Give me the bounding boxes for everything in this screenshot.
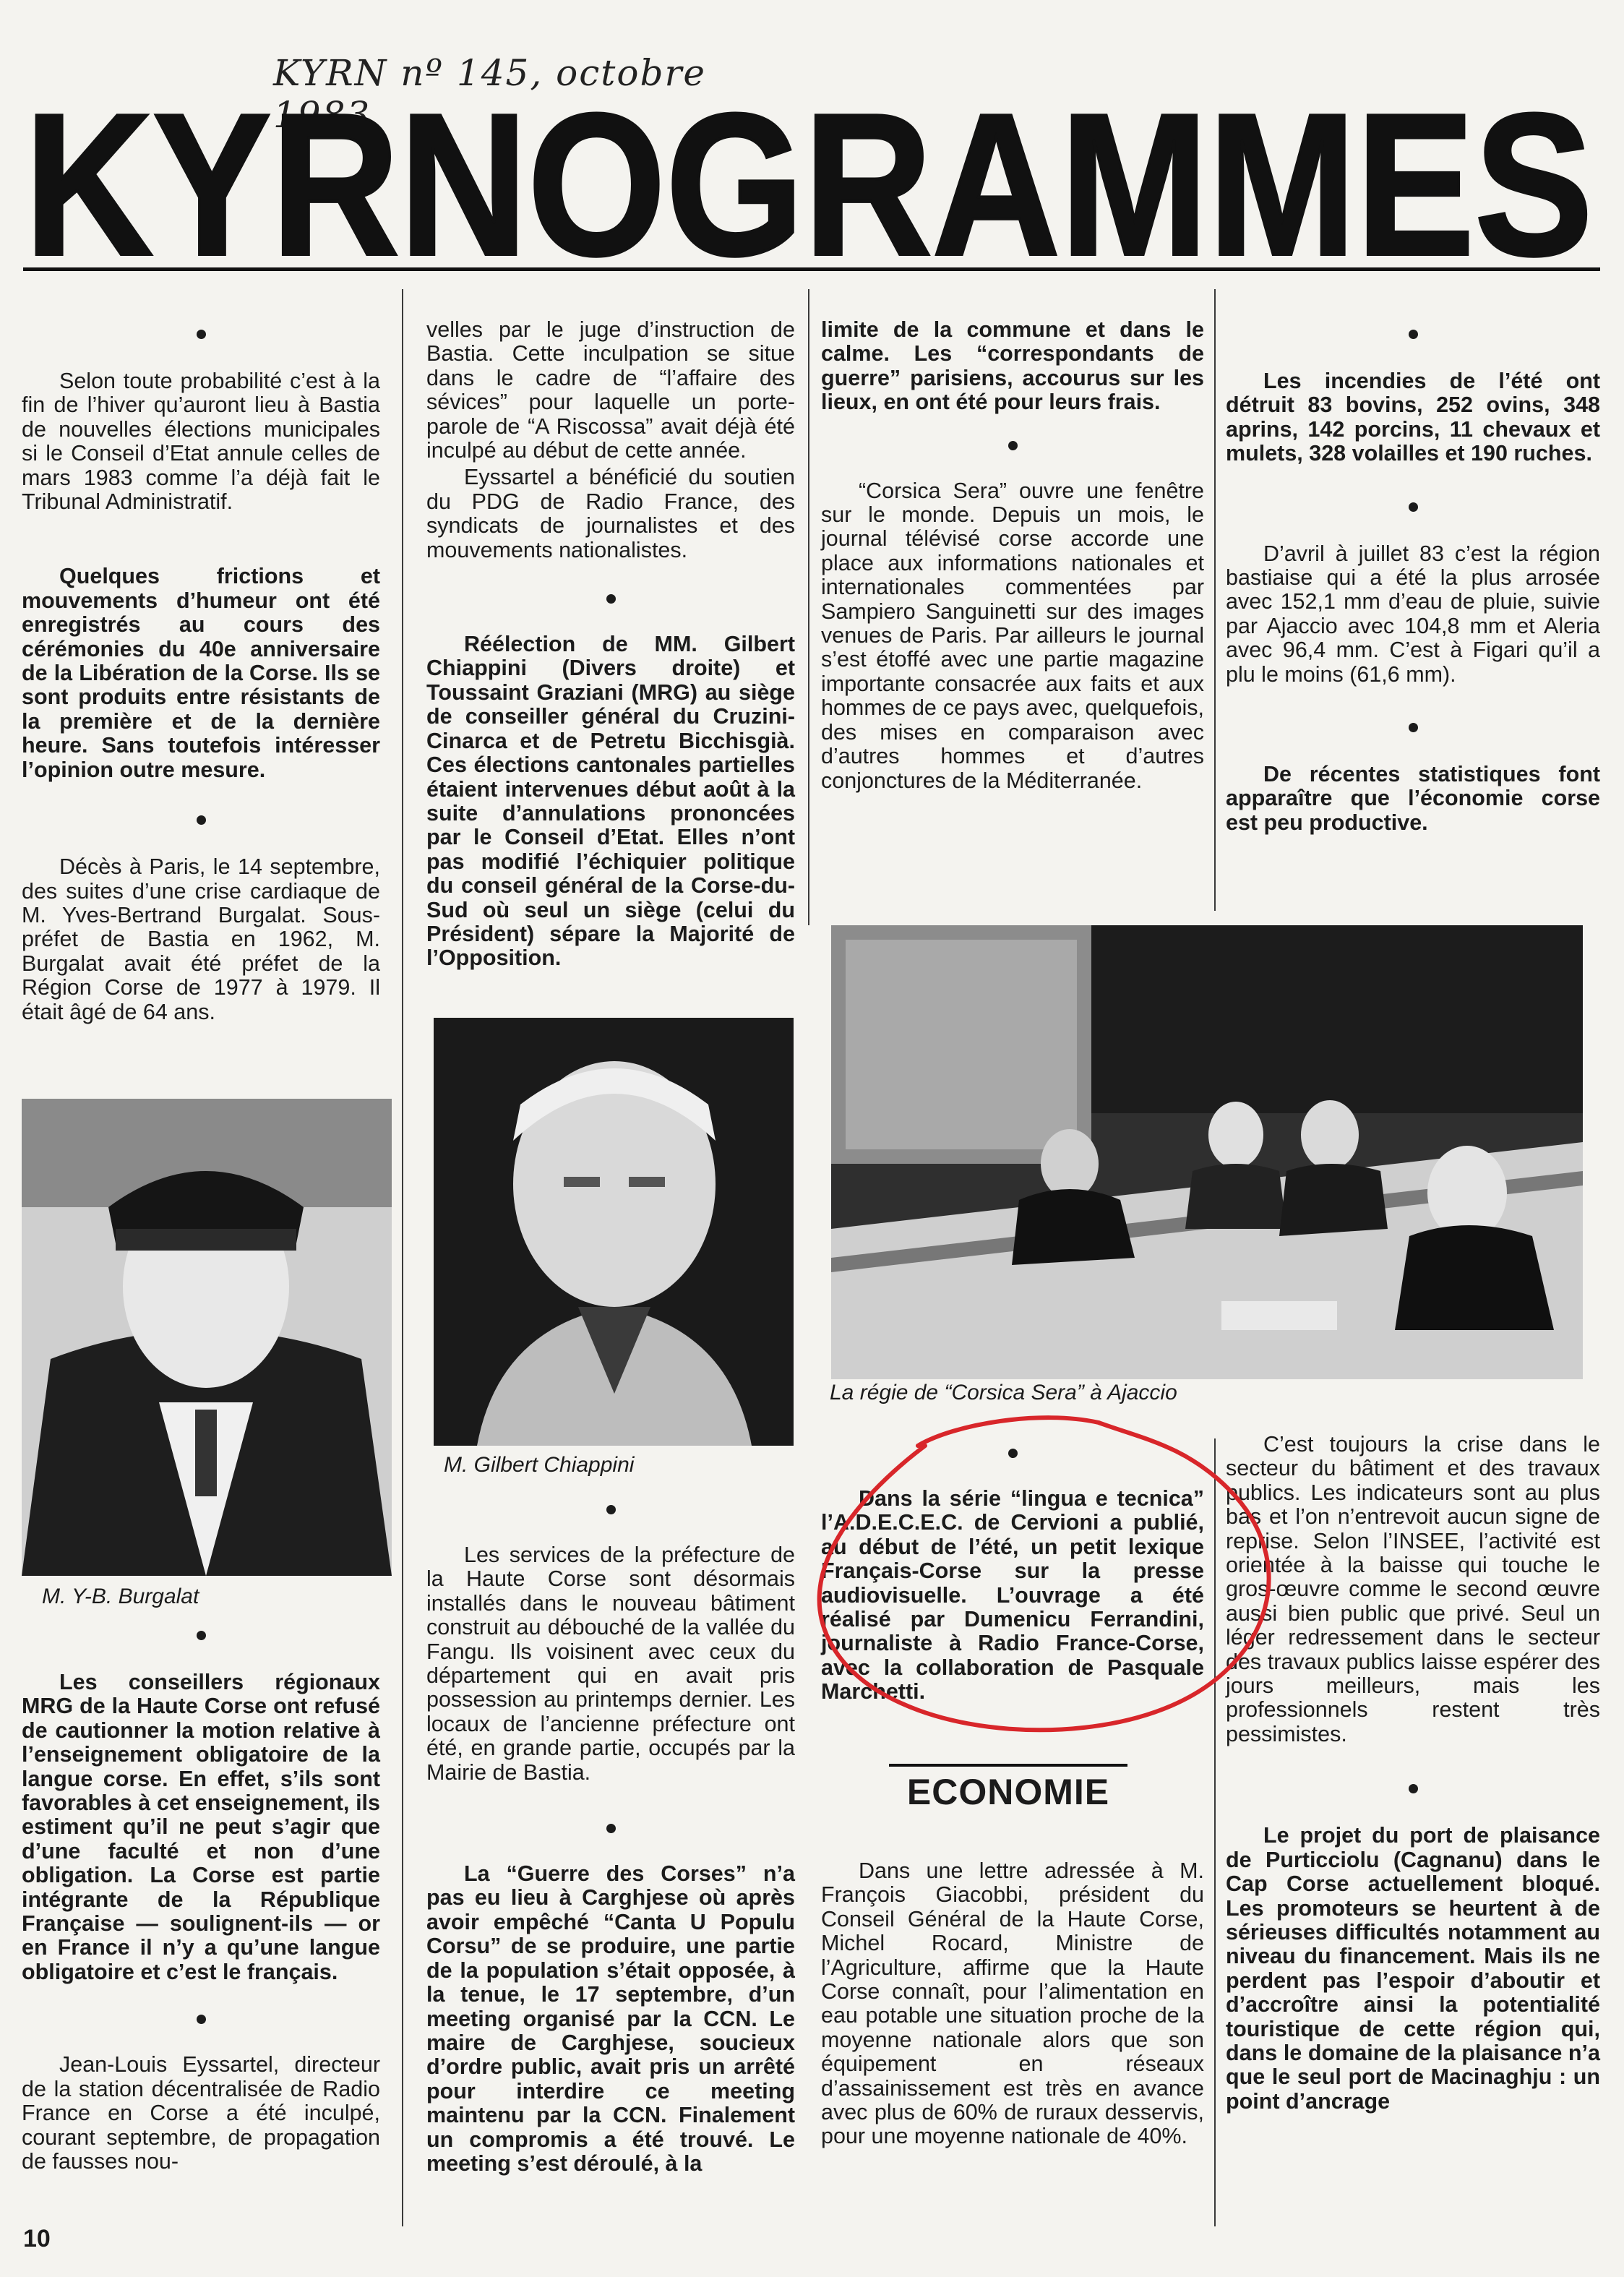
masthead-title: KYRNOGRAMMES — [25, 87, 1593, 267]
column-divider — [808, 289, 809, 925]
brief-port-purticciolu: Le projet du port de plaisance de Purticciolu (Cagnanu) dans le Cap Corse actuellement bloqué. Les promoteurs se heurtent à de sérieuses difficultés notamment au niveau du financement. Mais ils ne perdent pas l’espoir d’aboutir et d’accroître ainsi la potentialité touristique de cette région qui, dans le domaine de la plaisance n’a que le seul port de Macinaghju : un point d’ancrage — [1226, 1823, 1600, 2114]
bullet-icon — [197, 2015, 206, 2024]
brief-municipal-elections: Selon toute probabilité c’est à la fin de l’hiver qu’auront lieu à Bastia de nouvelles élections municipales si le Conseil d’Etat annule celles de mars 1983 comme l’a déjà fait le Tribunal Administratif. — [22, 369, 380, 515]
brief-liberation-ceremonies: Quelques frictions et mouvements d’humeur ont été enregistrés au cours des cérémonies du 40e anniversaire de la Libération de la Corse. Ils se sont produits entre résistants de la première et de la dernière heure. Sans toutefois intéresser l’opinion outre mesure. — [22, 564, 380, 782]
column-3-lower — [821, 1453, 1204, 1704]
bullet-icon — [606, 594, 616, 604]
column-2-lower — [426, 1509, 795, 2176]
photo-chiappini — [434, 1018, 794, 1446]
photo-burgalat — [22, 1099, 392, 1576]
section-title-economie: ECONOMIE — [889, 1764, 1127, 1813]
bullet-icon — [1409, 502, 1418, 512]
column-4-lower — [1226, 1433, 1600, 2114]
brief-eyssartel-continued: velles par le juge d’instruction de Bastia. Cette inculpation se situe dans le cadre de “l’affaire des sévices” pour laquelle un porte-parole de “A Riscossa” avait déjà été inculpé au début de cette année. — [426, 317, 795, 463]
column-2 — [426, 289, 795, 971]
column-divider — [402, 289, 403, 2226]
masthead-rule — [23, 267, 1600, 271]
brief-rocard-water: Dans une lettre adressée à M. François Giacobbi, président du Conseil Général de la Haute Corse, Michel Rocard, Ministre de l’Agriculture, affirme que la Haute Corse connaît, pour l’alimentation en eau potable une situation proche de la moyenne nationale alors que son équipement en réseaux d’assainissement est très en avance avec plus de 60% de ruraux desservis, pour une moyenne nationale de 40%. — [821, 1858, 1204, 2149]
brief-eyssartel-inculpation: Jean-Louis Eyssartel, directeur de la station décentralisée de Radio France en Corse a été inculpé, courant septembre, de propagation de fausses nou- — [22, 2052, 380, 2174]
issue-line: KYRN nº 145, octobre 1983 — [273, 52, 706, 136]
column-3-economie — [821, 1859, 1204, 2149]
photo-corsica-sera-control-room — [831, 925, 1583, 1379]
brief-corsica-sera: “Corsica Sera” ouvre une fenêtre sur le monde. Depuis un mois, le journal télévisé corse accorde une place aux informations nationales et internationales commentées par Sampiero Sanguinetti sur des images venues de Paris. Par ailleurs le journal s’est étoffé avec une partie magazine importante consacrée aux faits et aux hommes de ce pays avec, quelquefois, des mises en comparaison avec d’autres hommes et d’autres conjonctures de la Méditerranée. — [821, 478, 1204, 793]
bullet-icon — [197, 815, 206, 825]
brief-eyssartel-support: Eyssartel a bénéficié du soutien du PDG de Radio France, des syndicats de journalistes et des mouvements nationalistes. — [426, 465, 795, 562]
photo-caption-burgalat: M. Y-B. Burgalat — [42, 1585, 199, 1608]
column-divider — [1214, 1438, 1216, 2226]
bullet-icon — [606, 1824, 616, 1833]
brief-lexique-adecec: Dans la série “lingua e tecnica” l’A.D.E.C.E.C. de Cervioni a publié, au début de l’été, un petit lexique Français-Corse sur la presse audiovisuelle. L’ouvrage a été réalisé par Dumenicu Ferrandini, journaliste à Radio France-Corse, avec la collaboration de Pasquale Marchetti. — [821, 1486, 1204, 1704]
photo-caption-corsica-sera: La régie de “Corsica Sera” à Ajaccio — [830, 1381, 1177, 1405]
bullet-icon — [1008, 1449, 1018, 1458]
column-1 — [22, 289, 380, 1024]
column-3 — [821, 289, 1204, 793]
brief-carghjese-continued: limite de la commune et dans le calme. Les “correspondants de guerre” parisiens, accourus sur les lieux, en ont été pour leurs frais. — [821, 317, 1204, 415]
brief-guerre-des-corses: La “Guerre des Corses” n’a pas eu lieu à Carghjese où après avoir empêché “Canta U Populu Corsu” de se produire, une partie de la population s’était opposée, à la tenue, le 17 septembre, d’un meeting organisé par la CCN. Le maire de Carghjese, soucieux d’ordre public, avait pris un arrêté pour interdire ce meeting maintenu par la CCN. Finalement un compromis a été trouvé. Le meeting s’est déroulé, à la — [426, 1861, 795, 2176]
bullet-icon — [1008, 441, 1018, 450]
brief-fires-livestock: Les incendies de l’été ont détruit 83 bovins, 252 ovins, 348 aprins, 142 porcins, 11 chevaux et mulets, 328 volailles et 190 ruches. — [1226, 369, 1600, 466]
bullet-icon — [197, 330, 206, 339]
brief-productivity-statistics: De récentes statistiques font apparaître que l’économie corse est peu productive. — [1226, 762, 1600, 835]
bullet-icon — [1409, 723, 1418, 732]
bullet-icon — [1409, 330, 1418, 339]
masthead-logo — [25, 87, 1600, 267]
column-1-lower — [22, 1635, 380, 2174]
bullet-icon — [606, 1505, 616, 1514]
brief-chiappini-reelection: Réélection de MM. Gilbert Chiappini (Divers droite) et Toussaint Graziani (MRG) au siège de conseiller général du Cruzini-Cinarca et de Petretu Bicchisgià. Ces élections cantonales partielles étaient intervenues début août à la suite d’annulations prononcées par le Conseil d’Etat. Elles n’ont pas modifié l’échiquier politique du conseil général de la Corse-du-Sud où seul un siège (celui du Président) sépare la Majorité de l’Opposition. — [426, 632, 795, 971]
brief-rainfall: D’avril à juillet 83 c’est la région bastiaise qui a été la plus arrosée avec 152,1 mm d’eau de pluie, suivie par Ajaccio avec 104,8 mm et Aleria avec 96,4 mm. C’est à Figari qu’il a plu le moins (61,6 mm). — [1226, 541, 1600, 687]
column-4 — [1226, 289, 1600, 835]
bullet-icon — [197, 1631, 206, 1640]
page-number: 10 — [23, 2225, 51, 2252]
brief-mrg-corsican-language: Les conseillers régionaux MRG de la Haute Corse ont refusé de cautionner la motion relative à l’enseignement obligatoire de la langue corse. En effet, s’ils sont favorables à cet enseignement, ils estiment qu’il ne peut s’agir que d’une faculté et non d’une obligation. La Corse est partie intégrante de la République Française — soulignent-ils — or en France il n’y a qu’une langue obligatoire et c’est le français. — [22, 1670, 380, 1984]
photo-caption-chiappini: M. Gilbert Chiappini — [444, 1453, 635, 1477]
brief-burgalat-death: Décès à Paris, le 14 septembre, des suites d’une crise cardiaque de M. Yves-Bertrand Burgalat. Sous-préfet de Bastia en 1962, M. Burgalat avait été préfet de la Région Corse de 1977 à 1979. Il était âgé de 64 ans. — [22, 854, 380, 1024]
bullet-icon — [1409, 1784, 1418, 1793]
column-divider — [1214, 289, 1216, 911]
brief-prefecture-move: Les services de la préfecture de la Haute Corse sont désormais installés dans le nouveau bâtiment construit au débouché de la vallée du Fangu. Ils voisinent avec ceux du département qui en avait pris possession au printemps dernier. Les locaux de l’ancienne préfecture ont été, en grande partie, occupés par la Mairie de Bastia. — [426, 1543, 795, 1785]
brief-building-crisis: C’est toujours la crise dans le secteur du bâtiment et des travaux publics. Les indicateurs sont au plus bas et l’on n’entrevoit aucun signe de reprise. Selon l’INSEE, l’activité est orientée à la baisse qui touche le gros-œuvre comme le second œuvre aussi bien public que privé. Seul un léger redressement dans le secteur des travaux publics laisse espérer des jours meilleurs, mais les professionnels restent très pessimistes. — [1226, 1432, 1600, 1746]
